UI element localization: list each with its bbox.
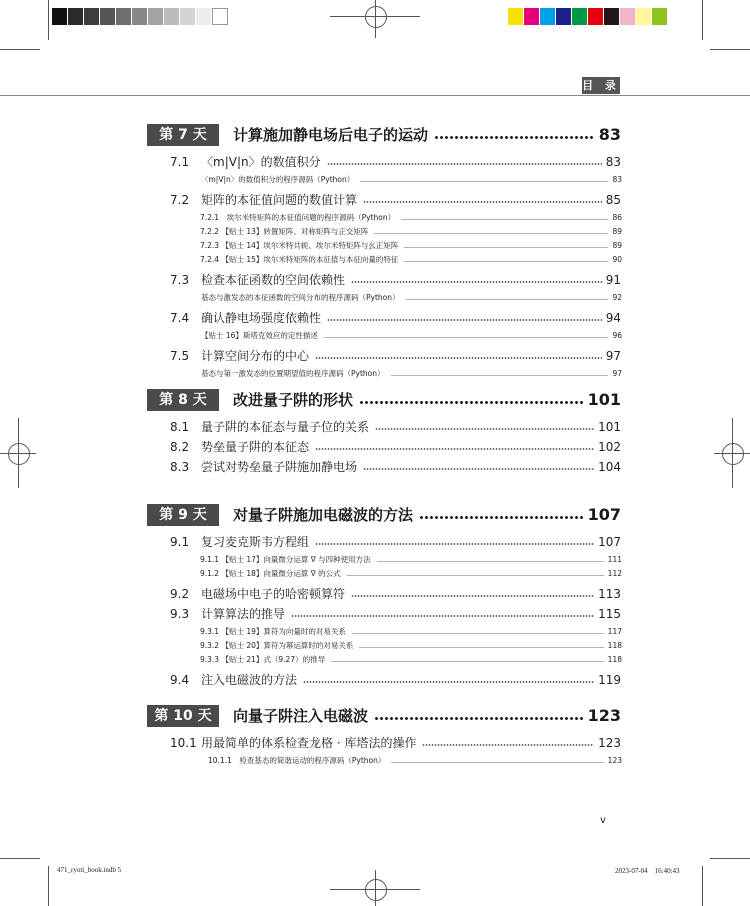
subsection-dot-leader (360, 181, 608, 182)
subsection-entry[interactable] (200, 626, 622, 638)
section-title: 电磁场中电子的哈密顿算符 (201, 587, 346, 601)
subsection-title: 7.2.1 埃尔米特矩阵的本征值问题的程序源码（Python） (200, 213, 396, 222)
section-number: 9.4 (170, 673, 190, 687)
gray-swatch (164, 8, 180, 25)
section-title: 注入电磁波的方法 (201, 673, 298, 687)
subsection-page-number: 118 (607, 655, 622, 664)
subsection-title: 【贴士 16】斯塔克效应的定性描述 (201, 331, 318, 340)
section-number: 7.4 (170, 311, 190, 325)
color-swatch (572, 8, 588, 25)
section-title: 量子阱的本征态与量子位的关系 (201, 420, 370, 434)
section-title: 用最简单的体系检查龙格 · 库塔法的操作 (201, 736, 417, 750)
section-title: 计算算法的推导 (201, 607, 286, 621)
subsection-entry[interactable] (201, 368, 622, 380)
chapter-dot-leader (419, 516, 584, 519)
section-number: 7.3 (170, 273, 190, 287)
section-page-number: 101 (598, 420, 621, 434)
chapter-day-label: 第 7 天 (147, 124, 219, 146)
subsection-dot-leader (406, 299, 608, 300)
subsection-entry[interactable] (200, 240, 622, 252)
gray-swatch (68, 8, 84, 25)
subsection-page-number: 112 (607, 569, 622, 578)
gray-swatch (196, 8, 212, 25)
section-dot-leader (327, 319, 602, 321)
section-entry[interactable] (170, 272, 621, 288)
gray-color-bar (52, 8, 228, 25)
gray-swatch (116, 8, 132, 25)
subsection-entry[interactable] (208, 755, 622, 767)
section-number: 7.2 (170, 193, 190, 207)
section-page-number: 97 (605, 349, 621, 363)
section-title: 尝试对势垒量子阱施加静电场 (201, 460, 358, 474)
color-swatch (508, 8, 524, 25)
color-swatch (524, 8, 540, 25)
section-page-number: 91 (605, 273, 621, 287)
section-dot-leader (363, 468, 594, 470)
gray-swatch (132, 8, 148, 25)
section-dot-leader (327, 163, 602, 165)
subsection-page-number: 97 (612, 369, 622, 378)
section-entry[interactable] (170, 348, 621, 364)
gray-swatch (212, 8, 228, 25)
section-number: 7.5 (170, 349, 190, 363)
chapter-day-label: 第 10 天 (147, 705, 219, 727)
subsection-title: 9.3.3 【贴士 21】式（9.27）的推导 (200, 655, 326, 664)
gray-swatch (52, 8, 68, 25)
chapter-dot-leader (374, 717, 584, 720)
color-swatch (588, 8, 604, 25)
subsection-dot-leader (404, 247, 608, 248)
section-title: 计算空间分布的中心 (201, 349, 310, 363)
section-title: 矩阵的本征值问题的数值计算 (201, 193, 358, 207)
section-entry[interactable] (170, 735, 621, 751)
section-page-number: 85 (605, 193, 621, 207)
section-dot-leader (351, 595, 594, 597)
gray-swatch (180, 8, 196, 25)
subsection-entry[interactable] (200, 640, 622, 652)
color-swatch (556, 8, 572, 25)
subsection-page-number: 96 (612, 331, 622, 340)
chapter-title: 改进量子阱的形状 (233, 391, 354, 409)
chapter-title: 对量子阱施加电磁波的方法 (233, 506, 414, 524)
subsection-page-number: 117 (607, 627, 622, 636)
section-number: 9.1 (170, 535, 190, 549)
subsection-entry[interactable] (200, 654, 622, 666)
subsection-title: 9.1.1 【贴士 17】向量微分运算 ∇ 与四种使用方法 (200, 555, 371, 564)
section-page-number: 104 (598, 460, 621, 474)
section-entry[interactable] (170, 439, 621, 455)
subsection-title: 〈m|V|n〉的数值积分的程序源码（Python） (201, 175, 355, 184)
chapter-day-label: 第 9 天 (147, 504, 219, 526)
page-folio: v (600, 815, 606, 826)
subsection-title: 7.2.4 【贴士 15】埃尔米特矩阵的本征值与本征向量的特征 (200, 255, 399, 264)
chapter-page-number: 101 (587, 390, 621, 409)
subsection-dot-leader (347, 575, 604, 576)
gray-swatch (100, 8, 116, 25)
section-title: 势垒量子阱的本征态 (201, 440, 310, 454)
subsection-page-number: 92 (612, 293, 622, 302)
chapter-page-number: 107 (587, 505, 621, 524)
subsection-page-number: 90 (612, 255, 622, 264)
section-number: 9.2 (170, 587, 190, 601)
toc-header-tab: 目 录 (582, 79, 620, 92)
footer-filename: 471_ryoti_book.indb 5 (57, 866, 122, 874)
subsection-entry[interactable] (201, 292, 622, 304)
section-page-number: 107 (598, 535, 621, 549)
section-number: 8.1 (170, 420, 190, 434)
section-dot-leader (315, 448, 594, 450)
chapter-dot-leader (359, 401, 584, 404)
color-swatch (652, 8, 668, 25)
subsection-page-number: 83 (612, 175, 622, 184)
section-dot-leader (363, 201, 602, 203)
section-dot-leader (315, 357, 602, 359)
subsection-title: 9.1.2 【贴士 18】向量微分运算 ∇ 的公式 (200, 569, 341, 578)
section-page-number: 123 (598, 736, 621, 750)
subsection-title: 9.3.1 【贴士 19】算符为向量时的对易关系 (200, 627, 346, 636)
section-dot-leader (351, 281, 602, 283)
chapter-title: 计算施加静电场后电子的运动 (233, 126, 429, 144)
section-number: 9.3 (170, 607, 190, 621)
subsection-page-number: 111 (607, 555, 622, 564)
subsection-entry[interactable] (200, 554, 622, 566)
subsection-dot-leader (391, 762, 604, 763)
chapter-entry[interactable] (147, 124, 621, 146)
subsection-page-number: 123 (607, 756, 622, 765)
subsection-title: 10.1.1 检查基态的简谐运动的程序源码（Python） (208, 756, 386, 765)
section-entry[interactable] (170, 459, 621, 475)
header-rule (0, 95, 750, 96)
section-page-number: 113 (598, 587, 621, 601)
chapter-entry[interactable] (147, 389, 621, 411)
chapter-dot-leader (434, 136, 595, 139)
color-swatch (604, 8, 620, 25)
subsection-title: 7.2.3 【贴士 14】埃尔米特共轭、埃尔米特矩阵与幺正矩阵 (200, 241, 399, 250)
subsection-dot-leader (374, 233, 608, 234)
subsection-dot-leader (352, 633, 604, 634)
chapter-title: 向量子阱注入电磁波 (233, 707, 369, 725)
section-page-number: 115 (598, 607, 621, 621)
section-entry[interactable] (170, 154, 621, 170)
subsection-title: 7.2.2 【贴士 13】转置矩阵、对称矩阵与正交矩阵 (200, 227, 369, 236)
section-title: 复习麦克斯韦方程组 (201, 535, 310, 549)
subsection-entry[interactable] (200, 568, 622, 580)
subsection-dot-leader (377, 561, 604, 562)
chapter-page-number: 123 (587, 706, 621, 725)
subsection-title: 基态与激发态的本征函数的空间分布的程序源码（Python） (201, 293, 400, 302)
subsection-page-number: 89 (612, 227, 622, 236)
section-number: 7.1 (170, 155, 190, 169)
subsection-page-number: 118 (607, 641, 622, 650)
subsection-page-number: 86 (612, 213, 622, 222)
section-dot-leader (422, 744, 594, 746)
chapter-entry[interactable] (147, 705, 621, 727)
chapter-entry[interactable] (147, 504, 621, 526)
color-swatch (540, 8, 556, 25)
subsection-dot-leader (391, 375, 608, 376)
section-entry[interactable] (170, 419, 621, 435)
subsection-entry[interactable] (201, 330, 622, 342)
section-number: 8.2 (170, 440, 190, 454)
section-entry[interactable] (170, 192, 621, 208)
section-dot-leader (291, 615, 594, 617)
subsection-dot-leader (359, 647, 604, 648)
gray-swatch (84, 8, 100, 25)
section-entry[interactable] (170, 672, 621, 688)
section-dot-leader (303, 681, 594, 683)
subsection-dot-leader (404, 261, 608, 262)
section-title: 检查本征函数的空间依赖性 (201, 273, 346, 287)
chapter-page-number: 83 (598, 125, 621, 144)
subsection-entry[interactable] (200, 226, 622, 238)
chapter-day-label: 第 8 天 (147, 389, 219, 411)
subsection-page-number: 89 (612, 241, 622, 250)
color-swatch (636, 8, 652, 25)
section-entry[interactable] (170, 534, 621, 550)
section-number: 8.3 (170, 460, 190, 474)
subsection-dot-leader (331, 661, 604, 662)
subsection-title: 基态与第一激发态的位置期望值的程序源码（Python） (201, 369, 385, 378)
section-entry[interactable] (170, 606, 621, 622)
gray-swatch (148, 8, 164, 25)
section-page-number: 94 (605, 311, 621, 325)
section-entry[interactable] (170, 586, 621, 602)
section-number: 10.1 (170, 736, 197, 750)
subsection-entry[interactable] (200, 254, 622, 266)
subsection-entry[interactable] (200, 212, 622, 224)
subsection-dot-leader (401, 219, 608, 220)
section-title: 确认静电场强度依赖性 (201, 311, 322, 325)
section-page-number: 119 (598, 673, 621, 687)
section-page-number: 102 (598, 440, 621, 454)
section-page-number: 83 (605, 155, 621, 169)
subsection-title: 9.3.2 【贴士 20】算符为幂运算时的对易关系 (200, 641, 354, 650)
color-swatch (620, 8, 636, 25)
section-title: 〈m|V|n〉的数值积分 (201, 155, 321, 169)
subsection-dot-leader (324, 337, 608, 338)
section-entry[interactable] (170, 310, 621, 326)
footer-timestamp: 2023-07-04 16:40:43 (615, 867, 680, 875)
section-dot-leader (315, 543, 594, 545)
process-color-bar (508, 8, 668, 25)
section-dot-leader (375, 428, 594, 430)
subsection-entry[interactable] (201, 174, 622, 186)
